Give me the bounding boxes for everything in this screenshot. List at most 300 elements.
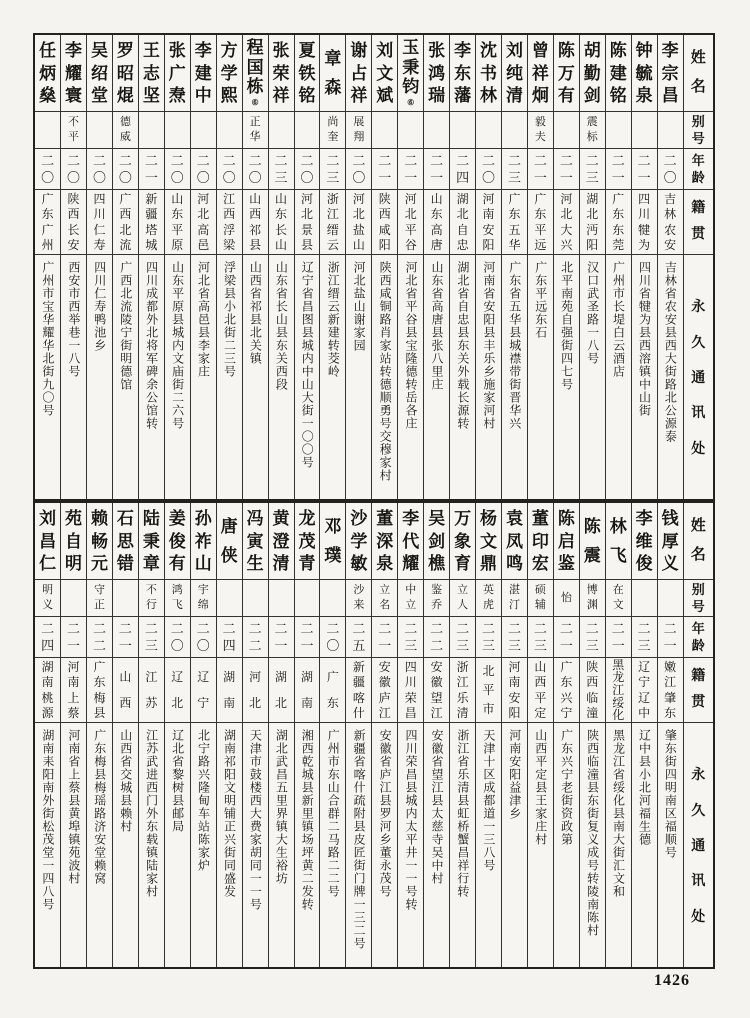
character: 陕 [378,192,391,207]
character: 忠 [456,237,469,252]
character: 北 [171,695,184,710]
character: 三 [144,638,158,654]
entry-column [112,35,138,499]
character: 江 [223,192,236,207]
character: 号 [691,130,705,146]
entry-name [35,35,60,112]
character: 山 [119,670,132,685]
entry-address [424,255,449,499]
character: 州 [41,237,54,252]
entry-alias [372,112,397,149]
character: 广 [119,192,132,207]
character: 二 [67,152,81,168]
header-column [683,35,713,499]
entry-address [606,723,631,967]
entry-name [528,503,553,580]
entry-alias [165,112,190,149]
entry-age [580,149,605,190]
entry-address [113,255,138,499]
address-text: 山西省祁县北关镇 [248,261,263,365]
entry-age [35,617,60,658]
character: 二 [533,620,547,636]
character: 缙 [326,222,339,237]
character: 二 [170,152,184,168]
entry-name [113,503,138,580]
entry-address [476,255,501,499]
character: 陈 [557,41,575,61]
entry-native-place [243,190,268,255]
header-address [684,723,713,967]
entry-native-place [139,658,164,723]
character: 嫩 [664,660,677,675]
entry-age [61,149,86,190]
character: 广 [508,192,521,207]
entry-age [398,149,423,190]
character: 来 [353,599,365,612]
character: 万 [557,63,575,83]
entry-column [449,503,475,967]
character: 湖 [41,660,54,675]
character: 林 [480,85,498,105]
character: 犍 [638,222,651,237]
character: 二 [196,620,210,636]
character: 三 [637,638,651,654]
address-text: 广州市宝华耀华北街九〇号 [40,261,55,417]
character: 农 [664,222,677,237]
character: 一 [533,170,547,186]
character: 〇 [482,170,496,186]
character: 飞 [171,599,183,612]
character: 象 [454,531,472,551]
character: 远 [534,237,547,252]
character: 夫 [534,131,546,144]
entry-name [372,35,397,112]
character: 自 [65,531,83,551]
character: 二 [404,152,418,168]
entry-alias [139,580,164,617]
character: 二 [611,152,625,168]
character: 名 [690,79,706,95]
character: 西 [249,207,262,222]
character: 占 [350,63,368,83]
character: 二 [663,152,677,168]
entry-native-place [269,190,294,255]
character: 处 [691,441,706,457]
character: 二 [430,152,444,168]
entry-address [269,255,294,499]
entry-column [294,503,320,967]
character: 江 [326,207,339,222]
character: 怡 [560,591,572,604]
character: 安 [664,237,677,252]
entry-name [295,35,320,112]
entry-age [269,617,294,658]
entry-column [631,503,657,967]
entry-name [398,503,423,580]
entry-column [242,35,268,499]
character: 生 [246,553,264,573]
character: 二 [585,620,599,636]
entry-address [658,723,683,967]
character: 震 [586,115,598,128]
entry-column [60,503,86,967]
entry-age [243,617,268,658]
character: 东 [454,63,472,83]
entry-name [165,503,190,580]
entry-column [345,503,371,967]
character: 西 [378,207,391,222]
entry-alias [424,580,449,617]
character: 西 [119,695,132,710]
entry-alias [191,112,216,149]
character: 乐 [456,690,469,705]
character: 坚 [142,85,160,105]
character: 四 [404,660,417,675]
entry-native-place [191,190,216,255]
entry-native-place [372,658,397,723]
character: 南 [67,675,80,690]
entry-age [269,149,294,190]
entry-name [450,503,475,580]
character: 四 [41,638,55,654]
entry-alias [217,580,242,617]
entry-column [501,503,527,967]
character: 宗 [661,63,679,83]
entry-address [346,255,371,499]
character: 〇 [170,638,184,654]
entry-native-place [450,190,475,255]
entry-address [320,723,345,967]
character: 祥 [350,85,368,105]
entry-age [658,149,683,190]
character: 钟 [635,41,653,61]
character: 元 [90,553,108,573]
entry-address [606,255,631,499]
character: 二 [352,152,366,168]
entry-name [398,35,423,112]
entry-name [139,503,164,580]
character: 鉴 [557,553,575,573]
character: 孙 [194,509,212,529]
character: 一 [559,638,573,654]
entry-alias [580,580,605,617]
entry-name [87,35,112,112]
character: 展 [353,115,365,128]
character: 刘 [376,41,394,61]
character: 北 [249,695,262,710]
character: 一 [611,170,625,186]
character: 毅 [534,115,546,128]
entry-column [553,35,579,499]
character: 仁 [93,222,106,237]
entry-alias [35,580,60,617]
character: 三 [585,170,599,186]
entry-name [217,35,242,112]
character: 北 [404,207,417,222]
entry-alias [580,112,605,149]
entry-column [579,503,605,967]
address-text: 广东兴宁老街资政第 [559,729,574,846]
entry-native-place [269,658,294,723]
character: 二 [222,620,236,636]
character: 祥 [272,85,290,105]
entry-alias [243,112,268,149]
entry-age [139,617,164,658]
character: 蔡 [67,705,80,720]
character: 绍 [90,63,108,83]
character: 辅 [534,599,546,612]
entry-age [87,149,112,190]
address-text: 河北盐山谢家园 [352,261,367,352]
character: 茂 [298,531,316,551]
character: 勤 [583,63,601,83]
character: 二 [326,620,340,636]
entry-column [216,503,242,967]
entry-native-place [113,658,138,723]
character: 〇 [67,170,81,186]
entry-address [61,723,86,967]
character: 中 [638,705,651,720]
character: 湛 [508,583,520,596]
entry-name [295,503,320,580]
character: 讯 [691,406,706,422]
entry-annotation-mark: ⑥ [251,97,259,107]
entry-name [424,503,449,580]
character: 纯 [505,63,523,83]
character: 三 [404,638,418,654]
entry-column [164,503,190,967]
character: 任 [39,41,57,61]
character: 一 [404,170,418,186]
character: 南 [223,695,236,710]
character: 二 [559,152,573,168]
entry-alias [372,580,397,617]
entry-address [372,723,397,967]
address-text: 广东平远东石 [533,261,548,339]
character: 毓 [635,63,653,83]
character: 县 [249,237,262,252]
character: 长 [275,222,288,237]
character: 西 [67,207,80,222]
entry-age [346,149,371,190]
character: 湖 [275,670,288,685]
address-text: 湘西乾城县新里镇场坪黄二发转 [300,729,315,911]
address-text: 北宁路兴隆甸车站陈家炉 [196,729,211,872]
entry-address [269,723,294,967]
character: 河 [352,192,365,207]
entry-column [553,503,579,967]
character: 璞 [324,546,342,566]
character: 川 [638,207,651,222]
character: 东 [612,222,625,237]
character: 杨 [480,509,498,529]
character: 市 [482,702,495,716]
character: 二 [482,620,496,636]
character: 二 [92,152,106,168]
entry-address [450,723,475,967]
character: 唐 [430,237,443,252]
entry-name [243,503,268,580]
character: 西 [119,207,132,222]
entry-name [476,503,501,580]
entry-age [528,617,553,658]
character: 焜 [116,85,134,105]
character: 瑞 [428,85,446,105]
character: 二 [378,620,392,636]
address-text: 山东省高唐县张八里庄 [429,261,444,391]
address-text: 天津十区成都道一三八号 [481,729,496,872]
character: 高 [197,222,210,237]
character: 沔 [586,222,599,237]
character: 二 [637,152,651,168]
character: 二 [222,152,236,168]
character: 平 [171,222,184,237]
character: 二 [144,152,158,168]
character: 铭 [609,85,627,105]
entry-native-place [658,658,683,723]
character: 二 [663,620,677,636]
character: 守 [93,583,105,596]
character: 二 [507,152,521,168]
character: 秉 [142,531,160,551]
character: 南 [300,695,313,710]
character: 江 [664,675,677,690]
character: 湖 [586,192,599,207]
entry-age [606,617,631,658]
character: 一 [144,170,158,186]
character: 堂 [90,85,108,105]
entry-column [86,503,112,967]
header-alias [684,112,713,149]
character: 栋 [246,77,264,97]
character: 昌 [404,705,417,720]
entry-age [191,617,216,658]
character: 河 [300,192,313,207]
entry-age [61,617,86,658]
character: 二 [404,620,418,636]
character: 二 [585,152,599,168]
entry-native-place [295,658,320,723]
character: 李 [635,509,653,529]
entry-alias [554,580,579,617]
entry-native-place [398,658,423,723]
address-text: 辽宁省昌图县城内中山大街一〇〇号 [300,261,315,469]
character: 山 [352,237,365,252]
entry-name [580,35,605,112]
address-text: 湖南耒阳南外街松茂堂一四八号 [40,729,55,911]
character: 新 [352,660,365,675]
character: 喀 [352,690,365,705]
character: 人 [457,599,469,612]
character: 陈 [557,509,575,529]
character: 流 [119,237,132,252]
character: 行 [145,599,157,612]
character: 一 [67,638,81,654]
character: 浙 [456,660,469,675]
character: 安 [508,690,521,705]
character: 二 [326,152,340,168]
entry-alias [606,112,631,149]
character: 赖 [90,509,108,529]
entry-address [372,255,397,499]
character: 兴 [560,690,573,705]
character: 贯 [691,695,706,710]
character: 祥 [531,63,549,83]
character: 俊 [168,531,186,551]
entry-age [502,617,527,658]
entry-age [139,149,164,190]
character: 张 [428,41,446,61]
character: 龙 [298,509,316,529]
entry-name [113,35,138,112]
character: 义 [661,553,679,573]
address-text: 吉林省农安县西大街路北公源泰 [663,261,678,443]
entry-alias [658,580,683,617]
entry-column [527,35,553,499]
character: 二 [611,620,625,636]
entry-alias [165,580,190,617]
character: 二 [41,620,55,636]
character: 一 [559,170,573,186]
character: 博 [586,583,598,596]
header-name [684,503,713,580]
address-text: 江苏武进西门外东载镇陆家村 [144,729,159,898]
entry-name [35,503,60,580]
character: 江 [456,675,469,690]
address-text: 四川荣昌县城内太平井一一号转 [404,729,419,911]
entry-address [217,723,242,967]
entry-native-place [61,190,86,255]
entry-address [476,723,501,967]
character: 二 [482,152,496,168]
character: 久 [691,803,706,819]
character: 一 [300,638,314,654]
entry-alias [87,580,112,617]
character: 吴 [90,41,108,61]
character: 山 [194,553,212,573]
character: 黄 [272,509,290,529]
address-text: 山东平原县城内文庙街二六号 [170,261,185,430]
character: 山 [275,192,288,207]
entry-age [398,617,423,658]
header-age [684,149,713,190]
address-text: 安徽省庐江县罗河乡董永茂号 [378,729,393,898]
character: 林 [664,207,677,222]
entry-age [424,149,449,190]
entry-native-place [372,190,397,255]
character: 江 [612,682,625,697]
entry-native-place [346,658,371,723]
character: 三 [533,638,547,654]
entry-alias [476,112,501,149]
character: 定 [534,705,547,720]
address-text: 河南省安阳县丰乐乡施家河村 [481,261,496,430]
character: 原 [171,237,184,252]
character: 北 [352,207,365,222]
character: 上 [67,690,80,705]
character: 通 [691,838,706,854]
character: 平 [404,222,417,237]
entry-alias [554,112,579,149]
character: 什 [352,705,365,720]
address-text: 湖北省自忠县东关外载长源转 [455,261,470,430]
entry-column [579,35,605,499]
entry-native-place [580,190,605,255]
character: 吴 [428,509,446,529]
character: 澄 [272,531,290,551]
character: 阳 [586,237,599,252]
character: 沙 [353,583,365,596]
